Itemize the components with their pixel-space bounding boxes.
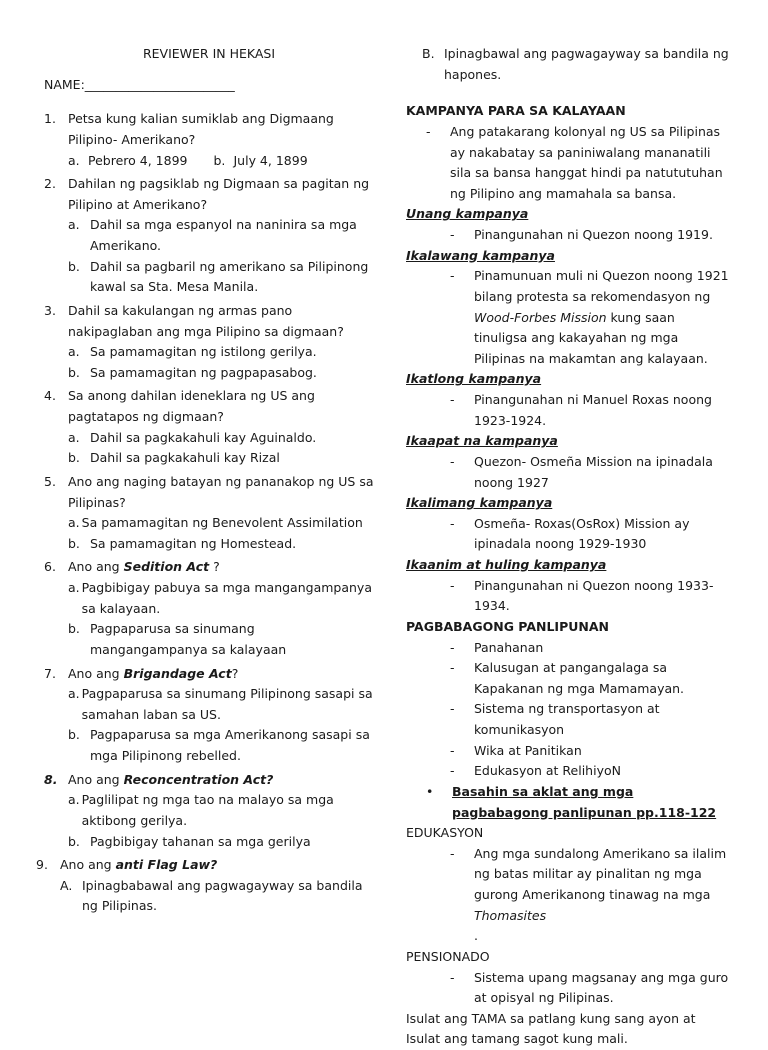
option-text: Ipinagbawal ang pagwagayway sa bandila ng hapones. — [444, 46, 729, 82]
option-b — [68, 832, 374, 853]
option-text: Pebrero 4, 1899 — [88, 152, 188, 168]
dash-mark: - — [450, 763, 455, 779]
question-text-pre: Ano ang — [68, 665, 124, 681]
question-4-options — [68, 428, 374, 469]
campaign-text — [474, 266, 732, 369]
option-b — [68, 448, 374, 469]
pagbabago-header: PAGBABAGONG PANLIPUNAN — [406, 618, 609, 634]
question-3-options — [68, 342, 374, 383]
option-text: Sa pamamagitan ng istilong gerilya. — [90, 344, 317, 360]
option-b — [68, 257, 374, 298]
option-a — [60, 876, 374, 917]
option-b — [68, 619, 374, 660]
question-2-options — [68, 215, 374, 298]
question-term: Brigandage Act — [123, 665, 232, 681]
question-text-pre: Ano ang — [68, 771, 124, 787]
campaign-text-post: kung saan tinuligsa ang kakayahan ng mga Pilipinas na makamtan ang kalayaan. — [474, 309, 708, 366]
edukasyon-item — [450, 844, 732, 947]
question-text — [68, 770, 374, 791]
option-text: Pagbibigay tahanan sa mga gerilya — [90, 833, 311, 849]
campaign-3 — [450, 390, 732, 431]
list-item — [450, 741, 732, 762]
question-6-options — [68, 578, 374, 661]
question-number: 9. — [36, 857, 48, 873]
list-item — [450, 638, 732, 659]
question-text-pre: Ano ang — [68, 559, 124, 575]
trailing-dot: . — [474, 928, 478, 944]
option-letter: b. — [68, 833, 80, 849]
reading-note-text: Basahin sa aklat ang mga pagbabagong panlipunan pp.118-122 — [452, 783, 717, 820]
question-6 — [44, 557, 374, 578]
campaign-4-title: Ikaapat na kampanya — [406, 433, 558, 449]
campaign-4 — [450, 452, 732, 493]
option-letter: a. — [68, 217, 80, 233]
intro-text: Ang patakarang kolonyal ng US sa Pilipinas ay nakabatay sa paniniwalang mananatili sila sa bansa hanggat hindi pa natututuhan ng Pilipino ang mamahala sa bansa. — [450, 123, 723, 201]
campaign-3-title: Ikatlong kampanya — [406, 371, 542, 387]
question-number: 5. — [44, 473, 56, 489]
dash-mark: - — [450, 742, 455, 758]
option-letter: a. — [68, 515, 80, 531]
dash-mark: - — [450, 639, 455, 655]
list-item-text: Kalusugan at pangangalaga sa Kapakanan ng mga Mamamayan. — [474, 660, 685, 696]
reading-note — [426, 782, 732, 823]
dash-mark: - — [450, 453, 455, 469]
question-text: Petsa kung kalian sumiklab ang Digmaang Pilipino- Amerikano? — [68, 111, 334, 147]
option-text: Pagpaparusa sa sinumang mangangampanya sa kalayaan — [90, 621, 287, 657]
kampanya-header: KAMPANYA PARA SA KALAYAAN — [406, 103, 626, 119]
list-item-text: Sistema ng transportasyon at komunikasyon — [474, 701, 660, 737]
list-item — [450, 761, 732, 782]
question-5-options — [68, 513, 374, 554]
question-text: Sa anong dahilan ideneklara ng US ang pagtatapos ng digmaan? — [68, 388, 315, 424]
campaign-text-pre: Pinamunuan muli ni Quezon noong 1921 bilang protesta sa rekomendasyon ng — [474, 268, 729, 304]
dash-mark: - — [450, 515, 455, 531]
question-text: Ano ang naging batayan ng pananakop ng US sa Pilipinas? — [68, 473, 374, 510]
option-text: Ipinagbabawal ang pagwagayway sa bandila ng Pilipinas. — [82, 877, 363, 914]
option-letter: b. — [68, 621, 80, 637]
question-1 — [44, 109, 374, 150]
option-b — [68, 363, 374, 384]
mission-name: Wood-Forbes Mission — [474, 309, 607, 325]
question-term: Reconcentration Act? — [123, 771, 274, 787]
question-text-post: ? — [231, 665, 239, 681]
option-letter: b. — [68, 535, 80, 551]
edukasyon-text-pre: Ang mga sundalong Amerikano sa ilalim ng batas militar ay pinalitan ng mga gurong Amerikanong tinawag na mga — [474, 845, 727, 902]
dash-mark: - — [450, 969, 455, 985]
option-a — [68, 578, 374, 619]
campaign-text: Pinangunahan ni Manuel Roxas noong 1923-1924. — [474, 392, 712, 428]
campaign-5-title: Ikalimang kampanya — [406, 495, 553, 511]
question-number: 8. — [44, 771, 58, 787]
edukasyon-header: EDUKASYON — [406, 825, 484, 841]
campaign-text: Osmeña- Roxas(OsRox) Mission ay ipinadala noong 1929-1930 — [474, 515, 690, 552]
question-term: Sedition Act — [123, 559, 210, 575]
option-text: Pagpaparusa sa mga Amerikanong sasapi sa mga Pilipinong rebelled. — [90, 727, 370, 763]
question-number: 6. — [44, 559, 56, 575]
question-text — [68, 664, 374, 685]
bullet-icon: • — [426, 783, 434, 799]
kampanya-intro — [426, 122, 732, 205]
question-2 — [44, 174, 374, 215]
campaign-6-title: Ikaanim at huling kampanya — [406, 557, 607, 572]
dash-mark: - — [426, 123, 431, 139]
question-term: anti Flag Law? — [115, 857, 218, 873]
pensionado-text: Sistema upang magsanay ang mga guro at opisyal ng Pilipinas. — [474, 969, 729, 1006]
option-letter: b. — [213, 152, 226, 168]
option-letter: a. — [68, 792, 80, 808]
option-letter: a. — [68, 686, 80, 702]
option-a — [68, 790, 374, 831]
closing-instruction: Isulat ang TAMA sa patlang kung sang ayon at Isulat ang tamang sagot kung mali. — [406, 1010, 696, 1047]
option-text: Pagpaparusa sa sinumang Pilipinong sasapi sa samahan laban sa US. — [81, 686, 373, 722]
option-a — [68, 428, 374, 449]
option-letter: a. — [68, 429, 80, 445]
option-text: Sa pamamagitan ng Homestead. — [90, 535, 297, 551]
list-item — [450, 658, 732, 699]
pensionado-header: PENSIONADO — [406, 948, 490, 964]
question-text: Dahilan ng pagsiklab ng Digmaan sa pagitan ng Pilipino at Amerikano? — [68, 176, 370, 212]
option-letter: b. — [68, 727, 80, 743]
question-9 — [36, 855, 374, 876]
option-letter: b. — [68, 450, 80, 466]
campaign-1-title: Unang kampanya — [406, 206, 529, 222]
dash-mark: - — [450, 845, 455, 861]
question-number: 2. — [44, 176, 56, 192]
question-8-options — [68, 790, 374, 852]
option-letter: b. — [68, 364, 80, 380]
option-text: Pagbibigay pabuya sa mga mangangampanya sa kalayaan. — [81, 580, 372, 616]
pagbabago-list — [406, 638, 732, 782]
question-7-options — [68, 684, 374, 767]
question-8 — [44, 770, 374, 791]
question-text-post: ? — [209, 559, 220, 575]
dash-mark: - — [450, 577, 455, 593]
question-number: 3. — [44, 302, 56, 318]
dash-mark: - — [450, 227, 455, 242]
pensionado-item — [450, 968, 732, 1009]
name-field: NAME:________________________ — [44, 76, 235, 92]
dash-mark: - — [450, 660, 455, 676]
option-b — [213, 151, 307, 172]
list-item-text: Wika at Panitikan — [474, 742, 582, 758]
option-text: Dahil sa mga espanyol na naninira sa mga Amerikano. — [90, 217, 357, 253]
question-text — [60, 855, 374, 876]
option-letter: b. — [68, 258, 80, 274]
option-text: Dahil sa pagkakahuli kay Rizal — [90, 450, 280, 466]
option-text: July 4, 1899 — [233, 152, 308, 168]
option-text: Dahil sa pagbaril ng amerikano sa Pilipinong kawal sa Sta. Mesa Manila. — [90, 258, 369, 295]
right-column — [406, 44, 732, 1050]
option-text: Sa pamamagitan ng Benevolent Assimilation — [81, 515, 363, 531]
option-a — [68, 342, 374, 363]
dash-mark: - — [450, 701, 455, 717]
question-number: 7. — [44, 665, 56, 681]
option-text: Dahil sa pagkakahuli kay Aguinaldo. — [90, 429, 317, 445]
option-letter: a. — [68, 580, 80, 595]
edukasyon-text — [474, 844, 732, 947]
option-b — [422, 44, 732, 85]
question-text-pre: Ano ang — [60, 857, 116, 873]
option-text: Sa pamamagitan ng pagpapasabog. — [90, 364, 317, 380]
thomasites-term: Thomasites — [474, 907, 547, 923]
question-7 — [44, 664, 374, 685]
list-item-text: Edukasyon at RelihiyoN — [474, 763, 621, 779]
campaign-text: Pinangunahan ni Quezon noong 1919. — [474, 227, 713, 242]
option-a — [68, 684, 374, 725]
question-text — [68, 557, 374, 578]
option-letter: a. — [68, 344, 80, 360]
list-item-text: Panahanan — [474, 639, 544, 655]
campaign-text: Pinangunahan ni Quezon noong 1933-1934. — [474, 577, 714, 614]
campaign-6 — [450, 576, 732, 617]
option-a — [68, 513, 374, 534]
campaign-2-title: Ikalawang kampanya — [406, 247, 555, 263]
option-letter: B. — [422, 46, 435, 61]
question-5 — [44, 472, 374, 513]
campaign-5 — [450, 514, 732, 555]
option-b — [68, 534, 374, 555]
dash-mark: - — [450, 268, 455, 284]
left-column — [36, 44, 374, 917]
list-item — [450, 699, 732, 740]
option-b — [68, 725, 374, 766]
campaign-text: Quezon- Osmeña Mission na ipinadala noong 1927 — [474, 453, 713, 490]
option-letter: a. — [68, 152, 80, 168]
option-a — [68, 151, 187, 172]
campaign-2 — [450, 266, 732, 369]
page-title: REVIEWER IN HEKASI — [142, 46, 276, 61]
question-4 — [44, 386, 374, 427]
question-number: 1. — [44, 111, 56, 127]
dash-mark: - — [450, 392, 455, 407]
campaign-1 — [450, 225, 732, 246]
option-a — [68, 215, 374, 256]
question-number: 4. — [44, 388, 56, 404]
option-letter: A. — [60, 877, 73, 893]
question-1-options — [68, 151, 374, 172]
question-text: Dahil sa kakulangan ng armas pano nakipaglaban ang mga Pilipino sa digmaan? — [68, 302, 344, 339]
option-text: Paglilipat ng mga tao na malayo sa mga aktibong gerilya. — [81, 792, 334, 828]
question-3 — [44, 301, 374, 342]
